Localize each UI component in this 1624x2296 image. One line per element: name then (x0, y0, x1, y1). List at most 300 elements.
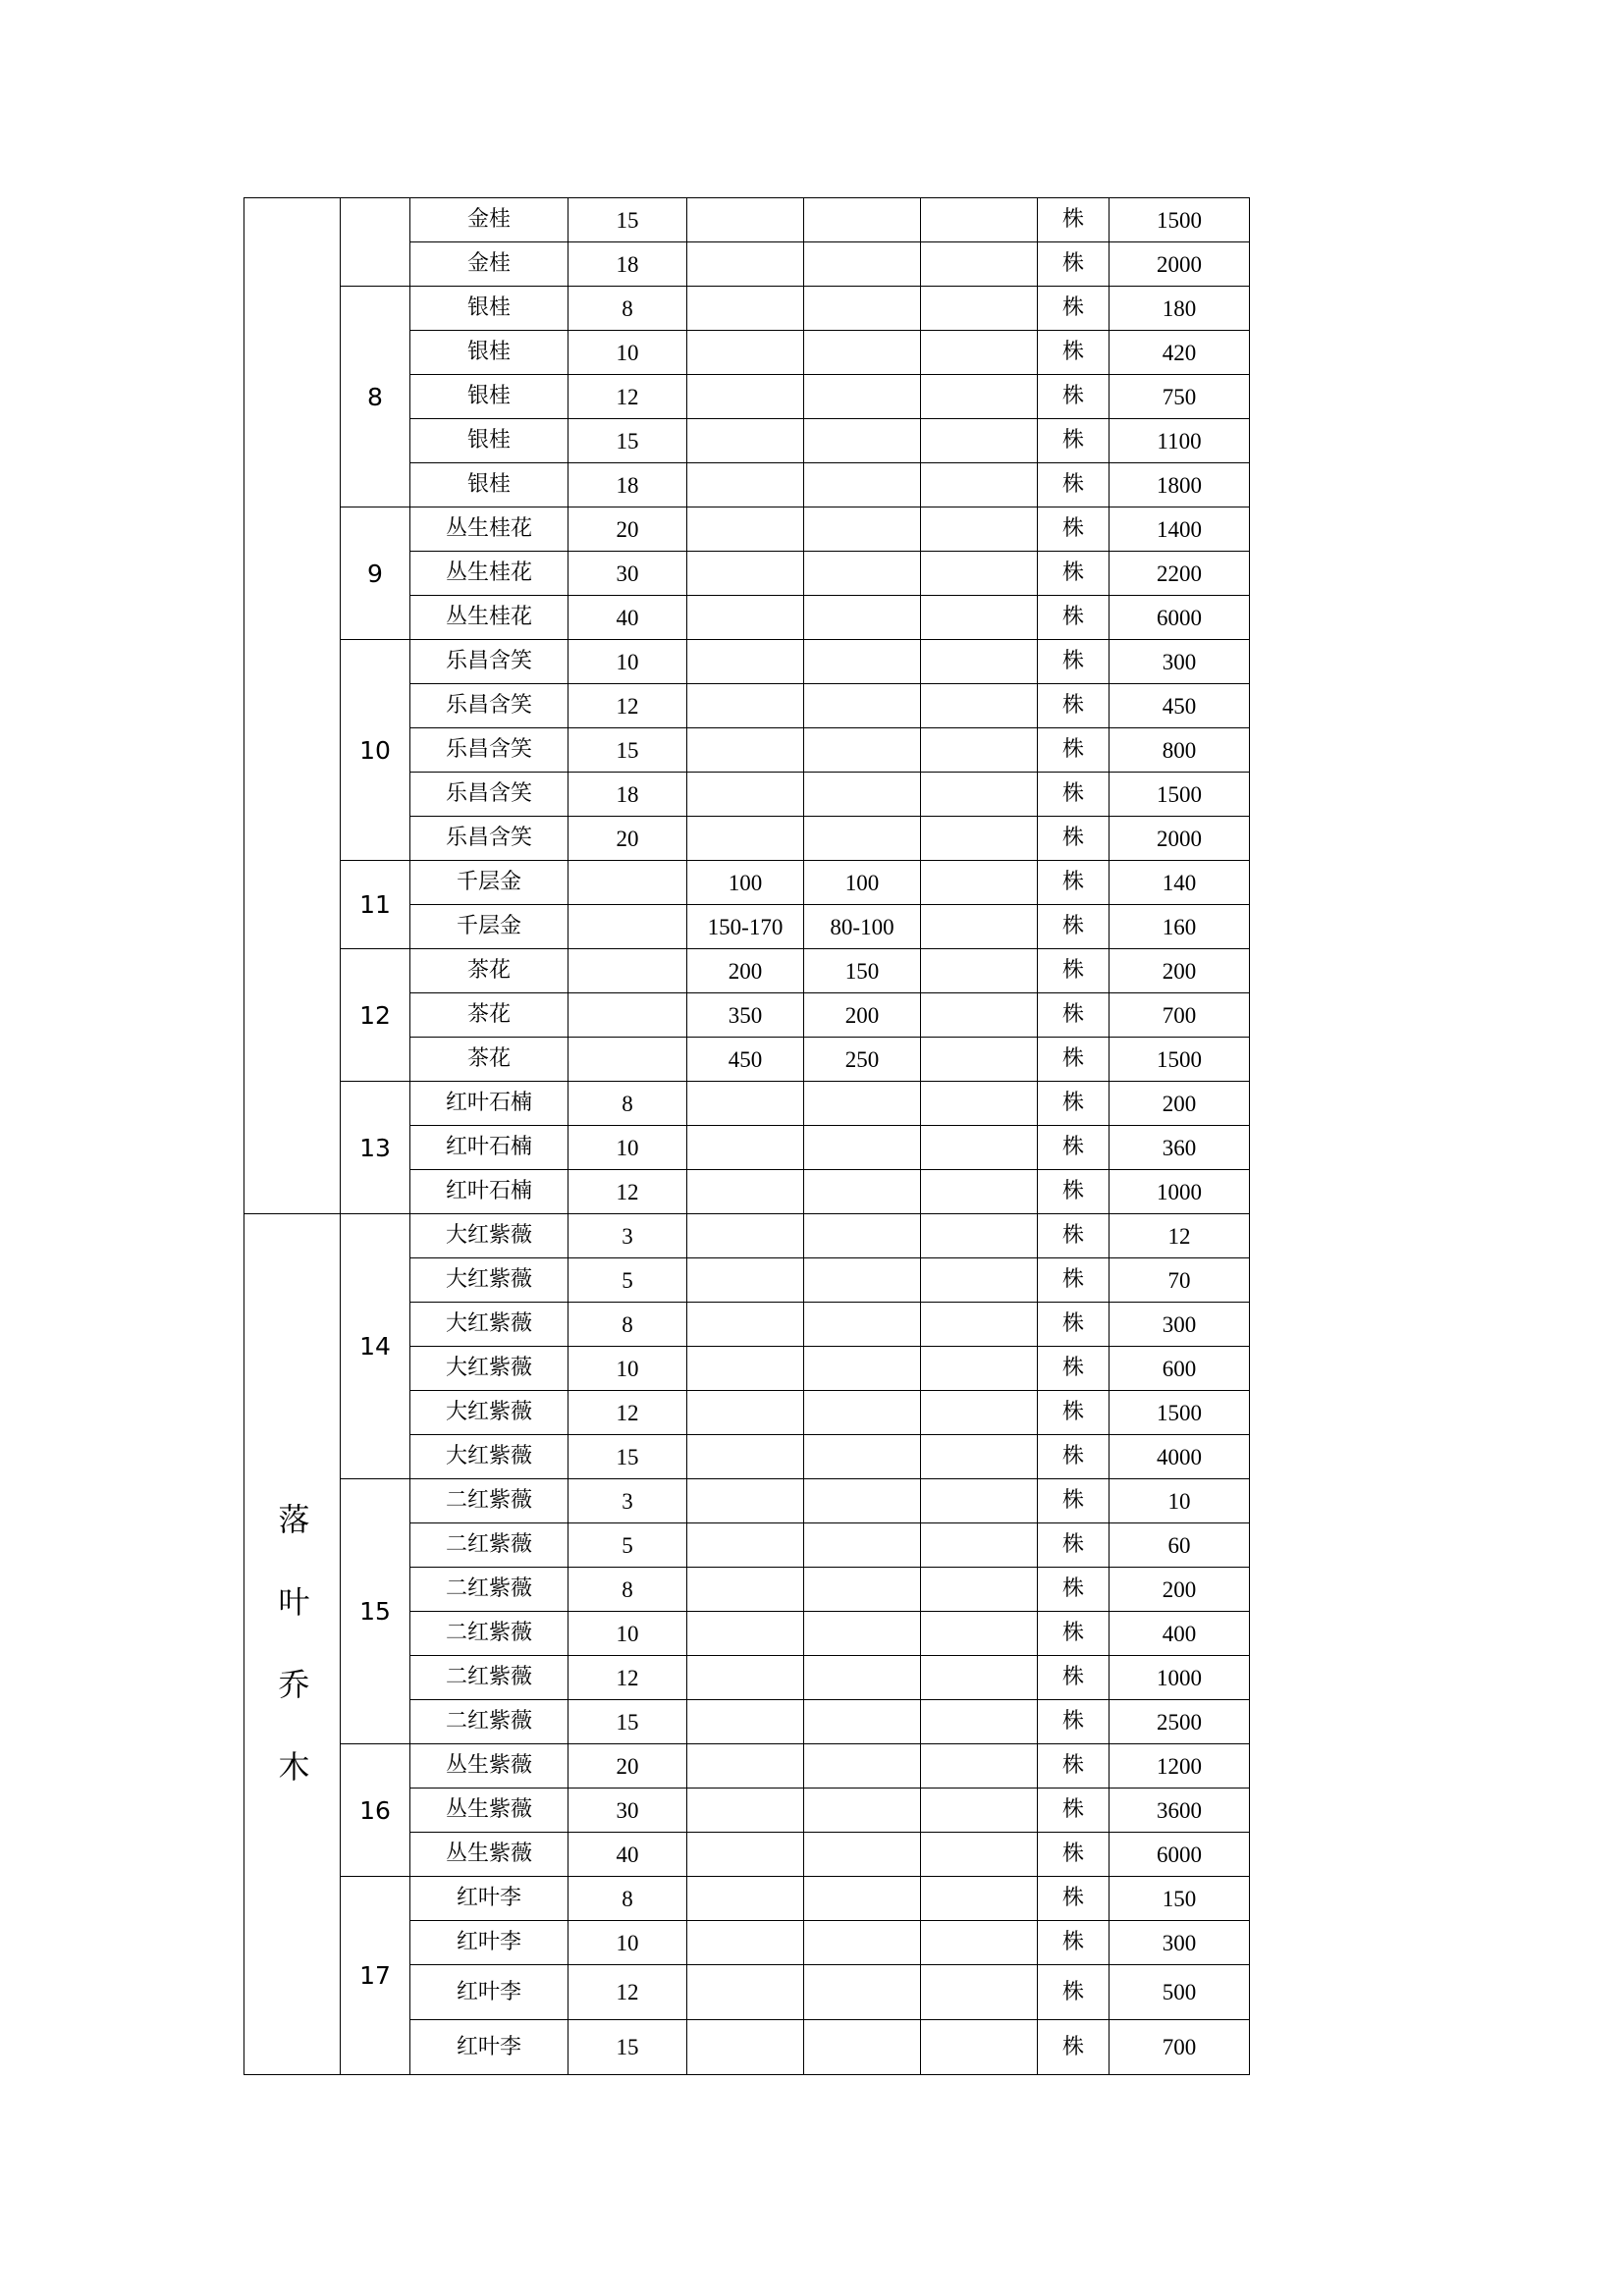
spec-cell: 18 (568, 242, 687, 287)
group-number-cell: 14 (341, 1214, 410, 1479)
crown-cell (804, 1877, 921, 1921)
plant-name-cell: 红叶李 (410, 1965, 568, 2020)
extra-cell (921, 1789, 1038, 1833)
plant-name-cell: 大红紫薇 (410, 1258, 568, 1303)
extra-cell (921, 1170, 1038, 1214)
crown-cell (804, 419, 921, 463)
unit-cell: 株 (1038, 419, 1110, 463)
spec-cell: 8 (568, 1568, 687, 1612)
height-cell (687, 198, 804, 242)
extra-cell (921, 993, 1038, 1038)
crown-cell (804, 1435, 921, 1479)
extra-cell (921, 1214, 1038, 1258)
unit-cell: 株 (1038, 331, 1110, 375)
price-cell: 1200 (1110, 1744, 1250, 1789)
extra-cell (921, 1347, 1038, 1391)
plant-name-cell: 二红紫薇 (410, 1523, 568, 1568)
height-cell (687, 1833, 804, 1877)
spec-cell: 12 (568, 375, 687, 419)
crown-cell (804, 198, 921, 242)
unit-cell: 株 (1038, 861, 1110, 905)
plant-name-cell: 大红紫薇 (410, 1435, 568, 1479)
spec-cell: 10 (568, 640, 687, 684)
crown-cell (804, 375, 921, 419)
spec-cell (568, 905, 687, 949)
price-cell: 750 (1110, 375, 1250, 419)
height-cell (687, 1700, 804, 1744)
price-cell: 1000 (1110, 1656, 1250, 1700)
height-cell (687, 419, 804, 463)
price-cell: 12 (1110, 1214, 1250, 1258)
plant-name-cell: 大红紫薇 (410, 1347, 568, 1391)
crown-cell (804, 1170, 921, 1214)
price-cell: 700 (1110, 2020, 1250, 2075)
extra-cell (921, 1965, 1038, 2020)
plant-name-cell: 二红紫薇 (410, 1700, 568, 1744)
crown-cell (804, 1789, 921, 1833)
price-cell: 60 (1110, 1523, 1250, 1568)
unit-cell: 株 (1038, 1303, 1110, 1347)
extra-cell (921, 1744, 1038, 1789)
crown-cell (804, 773, 921, 817)
extra-cell (921, 2020, 1038, 2075)
plant-name-cell: 金桂 (410, 198, 568, 242)
spec-cell (568, 1038, 687, 1082)
spec-cell: 40 (568, 1833, 687, 1877)
crown-cell (804, 1700, 921, 1744)
height-cell (687, 1568, 804, 1612)
extra-cell (921, 1126, 1038, 1170)
unit-cell: 株 (1038, 1391, 1110, 1435)
unit-cell: 株 (1038, 1612, 1110, 1656)
height-cell (687, 1126, 804, 1170)
crown-cell (804, 507, 921, 552)
spec-cell: 40 (568, 596, 687, 640)
plant-name-cell: 大红紫薇 (410, 1303, 568, 1347)
spec-cell: 20 (568, 817, 687, 861)
price-table (244, 197, 1250, 2075)
plant-name-cell: 红叶石楠 (410, 1082, 568, 1126)
table-row (244, 1877, 1250, 1921)
crown-cell (804, 1568, 921, 1612)
price-cell: 200 (1110, 949, 1250, 993)
extra-cell (921, 817, 1038, 861)
extra-cell (921, 1258, 1038, 1303)
plant-name-cell: 丛生紫薇 (410, 1744, 568, 1789)
spec-cell: 10 (568, 1921, 687, 1965)
extra-cell (921, 375, 1038, 419)
extra-cell (921, 1303, 1038, 1347)
table-row (244, 287, 1250, 331)
price-cell: 160 (1110, 905, 1250, 949)
extra-cell (921, 1435, 1038, 1479)
crown-cell (804, 2020, 921, 2075)
height-cell (687, 1656, 804, 1700)
plant-name-cell: 乐昌含笑 (410, 773, 568, 817)
table-row (244, 1214, 1250, 1258)
spec-cell: 15 (568, 1435, 687, 1479)
spec-cell: 15 (568, 2020, 687, 2075)
spec-cell: 20 (568, 1744, 687, 1789)
unit-cell: 株 (1038, 463, 1110, 507)
height-cell (687, 1612, 804, 1656)
height-cell (687, 1523, 804, 1568)
height-cell (687, 242, 804, 287)
price-cell: 1800 (1110, 463, 1250, 507)
crown-cell (804, 1303, 921, 1347)
price-cell: 1000 (1110, 1170, 1250, 1214)
unit-cell: 株 (1038, 1877, 1110, 1921)
extra-cell (921, 1700, 1038, 1744)
price-cell: 10 (1110, 1479, 1250, 1523)
plant-name-cell: 丛生桂花 (410, 596, 568, 640)
extra-cell (921, 684, 1038, 728)
spec-cell: 3 (568, 1479, 687, 1523)
spec-cell: 20 (568, 507, 687, 552)
unit-cell: 株 (1038, 1523, 1110, 1568)
extra-cell (921, 287, 1038, 331)
price-cell: 600 (1110, 1347, 1250, 1391)
extra-cell (921, 463, 1038, 507)
price-cell: 70 (1110, 1258, 1250, 1303)
plant-name-cell: 银桂 (410, 463, 568, 507)
spec-cell: 15 (568, 728, 687, 773)
plant-name-cell: 二红紫薇 (410, 1612, 568, 1656)
extra-cell (921, 507, 1038, 552)
height-cell: 350 (687, 993, 804, 1038)
height-cell: 100 (687, 861, 804, 905)
group-number-cell (341, 198, 410, 287)
price-cell: 150 (1110, 1877, 1250, 1921)
unit-cell: 株 (1038, 1921, 1110, 1965)
unit-cell: 株 (1038, 198, 1110, 242)
spec-cell: 30 (568, 1789, 687, 1833)
spec-cell: 12 (568, 1170, 687, 1214)
plant-name-cell: 丛生紫薇 (410, 1789, 568, 1833)
spec-cell (568, 993, 687, 1038)
height-cell (687, 1258, 804, 1303)
unit-cell: 株 (1038, 1082, 1110, 1126)
height-cell (687, 2020, 804, 2075)
crown-cell: 80-100 (804, 905, 921, 949)
plant-name-cell: 二红紫薇 (410, 1568, 568, 1612)
height-cell (687, 287, 804, 331)
height-cell (687, 1435, 804, 1479)
price-cell: 700 (1110, 993, 1250, 1038)
price-cell: 2500 (1110, 1700, 1250, 1744)
plant-name-cell: 乐昌含笑 (410, 640, 568, 684)
extra-cell (921, 1479, 1038, 1523)
extra-cell (921, 552, 1038, 596)
height-cell (687, 1082, 804, 1126)
crown-cell: 200 (804, 993, 921, 1038)
height-cell (687, 507, 804, 552)
unit-cell: 株 (1038, 905, 1110, 949)
crown-cell: 100 (804, 861, 921, 905)
extra-cell (921, 1082, 1038, 1126)
spec-cell: 8 (568, 1303, 687, 1347)
plant-name-cell: 银桂 (410, 331, 568, 375)
plant-name-cell: 千层金 (410, 861, 568, 905)
price-cell: 180 (1110, 287, 1250, 331)
unit-cell: 株 (1038, 375, 1110, 419)
unit-cell: 株 (1038, 1656, 1110, 1700)
plant-name-cell: 乐昌含笑 (410, 728, 568, 773)
height-cell (687, 463, 804, 507)
plant-name-cell: 乐昌含笑 (410, 684, 568, 728)
price-cell: 1500 (1110, 198, 1250, 242)
height-cell (687, 728, 804, 773)
crown-cell (804, 552, 921, 596)
unit-cell: 株 (1038, 552, 1110, 596)
unit-cell: 株 (1038, 1170, 1110, 1214)
spec-cell: 10 (568, 1612, 687, 1656)
group-number-cell: 8 (341, 287, 410, 507)
group-number-cell: 9 (341, 507, 410, 640)
table-body (244, 198, 1250, 2075)
crown-cell (804, 1347, 921, 1391)
crown-cell (804, 242, 921, 287)
extra-cell (921, 331, 1038, 375)
group-number-cell: 13 (341, 1082, 410, 1214)
crown-cell (804, 1082, 921, 1126)
plant-name-cell: 茶花 (410, 993, 568, 1038)
unit-cell: 株 (1038, 287, 1110, 331)
unit-cell: 株 (1038, 1214, 1110, 1258)
height-cell (687, 773, 804, 817)
table-row (244, 1744, 1250, 1789)
unit-cell: 株 (1038, 242, 1110, 287)
price-cell: 420 (1110, 331, 1250, 375)
extra-cell (921, 242, 1038, 287)
extra-cell (921, 1877, 1038, 1921)
plant-name-cell: 大红紫薇 (410, 1391, 568, 1435)
unit-cell: 株 (1038, 817, 1110, 861)
price-cell: 3600 (1110, 1789, 1250, 1833)
unit-cell: 株 (1038, 640, 1110, 684)
plant-name-cell: 茶花 (410, 949, 568, 993)
spec-cell: 30 (568, 552, 687, 596)
price-cell: 200 (1110, 1082, 1250, 1126)
crown-cell: 150 (804, 949, 921, 993)
crown-cell (804, 1833, 921, 1877)
unit-cell: 株 (1038, 1965, 1110, 2020)
spec-cell: 12 (568, 684, 687, 728)
unit-cell: 株 (1038, 1568, 1110, 1612)
table-row (244, 507, 1250, 552)
height-cell (687, 375, 804, 419)
spec-cell (568, 949, 687, 993)
spec-cell: 15 (568, 198, 687, 242)
extra-cell (921, 419, 1038, 463)
crown-cell (804, 1479, 921, 1523)
category-cell-evergreen (244, 198, 341, 1214)
unit-cell: 株 (1038, 1126, 1110, 1170)
height-cell: 150-170 (687, 905, 804, 949)
spec-cell: 5 (568, 1258, 687, 1303)
height-cell (687, 1744, 804, 1789)
price-cell: 300 (1110, 640, 1250, 684)
plant-name-cell: 乐昌含笑 (410, 817, 568, 861)
price-cell: 450 (1110, 684, 1250, 728)
unit-cell: 株 (1038, 1347, 1110, 1391)
height-cell: 450 (687, 1038, 804, 1082)
price-cell: 2000 (1110, 817, 1250, 861)
crown-cell (804, 1921, 921, 1965)
table-row (244, 198, 1250, 242)
group-number-cell: 12 (341, 949, 410, 1082)
table-row (244, 861, 1250, 905)
crown-cell (804, 640, 921, 684)
crown-cell (804, 1965, 921, 2020)
extra-cell (921, 596, 1038, 640)
crown-cell (804, 331, 921, 375)
unit-cell: 株 (1038, 1833, 1110, 1877)
crown-cell (804, 1612, 921, 1656)
price-cell: 1500 (1110, 773, 1250, 817)
price-cell: 200 (1110, 1568, 1250, 1612)
spec-cell: 10 (568, 331, 687, 375)
crown-cell (804, 1258, 921, 1303)
height-cell (687, 1921, 804, 1965)
price-cell: 4000 (1110, 1435, 1250, 1479)
extra-cell (921, 1391, 1038, 1435)
height-cell (687, 1347, 804, 1391)
plant-name-cell: 丛生桂花 (410, 507, 568, 552)
height-cell (687, 684, 804, 728)
price-cell: 300 (1110, 1921, 1250, 1965)
price-cell: 6000 (1110, 596, 1250, 640)
crown-cell (804, 728, 921, 773)
height-cell (687, 1877, 804, 1921)
spec-cell: 8 (568, 287, 687, 331)
extra-cell (921, 949, 1038, 993)
group-number-cell: 10 (341, 640, 410, 861)
spec-cell: 10 (568, 1126, 687, 1170)
unit-cell: 株 (1038, 507, 1110, 552)
extra-cell (921, 640, 1038, 684)
plant-name-cell: 金桂 (410, 242, 568, 287)
height-cell (687, 640, 804, 684)
group-number-cell: 15 (341, 1479, 410, 1744)
unit-cell: 株 (1038, 684, 1110, 728)
unit-cell: 株 (1038, 773, 1110, 817)
height-cell (687, 1303, 804, 1347)
plant-name-cell: 红叶李 (410, 1921, 568, 1965)
plant-name-cell: 丛生桂花 (410, 552, 568, 596)
unit-cell: 株 (1038, 1789, 1110, 1833)
group-number-cell: 17 (341, 1877, 410, 2075)
height-cell: 200 (687, 949, 804, 993)
height-cell (687, 596, 804, 640)
crown-cell (804, 1391, 921, 1435)
crown-cell (804, 596, 921, 640)
price-cell: 500 (1110, 1965, 1250, 2020)
price-cell: 300 (1110, 1303, 1250, 1347)
extra-cell (921, 861, 1038, 905)
price-cell: 360 (1110, 1126, 1250, 1170)
spec-cell: 18 (568, 463, 687, 507)
unit-cell: 株 (1038, 596, 1110, 640)
spec-cell: 12 (568, 1965, 687, 2020)
crown-cell (804, 1656, 921, 1700)
crown-cell (804, 1126, 921, 1170)
plant-name-cell: 银桂 (410, 287, 568, 331)
category-cell-deciduous (244, 1214, 341, 2075)
spec-cell (568, 861, 687, 905)
spec-cell: 3 (568, 1214, 687, 1258)
plant-name-cell: 红叶李 (410, 1877, 568, 1921)
price-cell: 2200 (1110, 552, 1250, 596)
spec-cell: 15 (568, 419, 687, 463)
plant-name-cell: 茶花 (410, 1038, 568, 1082)
extra-cell (921, 198, 1038, 242)
extra-cell (921, 773, 1038, 817)
extra-cell (921, 728, 1038, 773)
unit-cell: 株 (1038, 949, 1110, 993)
price-cell: 1500 (1110, 1038, 1250, 1082)
price-cell: 1400 (1110, 507, 1250, 552)
crown-cell (804, 1523, 921, 1568)
extra-cell (921, 1833, 1038, 1877)
plant-name-cell: 大红紫薇 (410, 1214, 568, 1258)
spec-cell: 15 (568, 1700, 687, 1744)
plant-name-cell: 银桂 (410, 375, 568, 419)
height-cell (687, 552, 804, 596)
height-cell (687, 1479, 804, 1523)
plant-name-cell: 红叶石楠 (410, 1126, 568, 1170)
spec-cell: 18 (568, 773, 687, 817)
crown-cell (804, 1214, 921, 1258)
plant-name-cell: 红叶李 (410, 2020, 568, 2075)
crown-cell (804, 817, 921, 861)
crown-cell: 250 (804, 1038, 921, 1082)
crown-cell (804, 287, 921, 331)
height-cell (687, 1391, 804, 1435)
group-number-cell: 16 (341, 1744, 410, 1877)
unit-cell: 株 (1038, 993, 1110, 1038)
unit-cell: 株 (1038, 1435, 1110, 1479)
plant-name-cell: 二红紫薇 (410, 1656, 568, 1700)
extra-cell (921, 1568, 1038, 1612)
extra-cell (921, 1523, 1038, 1568)
spec-cell: 8 (568, 1082, 687, 1126)
spec-cell: 12 (568, 1391, 687, 1435)
plant-name-cell: 红叶石楠 (410, 1170, 568, 1214)
price-cell: 800 (1110, 728, 1250, 773)
spec-cell: 8 (568, 1877, 687, 1921)
crown-cell (804, 463, 921, 507)
table-row (244, 949, 1250, 993)
category-label-deciduous: 落叶乔木 (273, 1502, 311, 1833)
unit-cell: 株 (1038, 1038, 1110, 1082)
unit-cell: 株 (1038, 1700, 1110, 1744)
price-cell: 1100 (1110, 419, 1250, 463)
price-cell: 140 (1110, 861, 1250, 905)
table-row (244, 640, 1250, 684)
spec-cell: 10 (568, 1347, 687, 1391)
height-cell (687, 1214, 804, 1258)
crown-cell (804, 684, 921, 728)
height-cell (687, 331, 804, 375)
height-cell (687, 1170, 804, 1214)
spec-cell: 5 (568, 1523, 687, 1568)
price-cell: 400 (1110, 1612, 1250, 1656)
extra-cell (921, 1612, 1038, 1656)
plant-name-cell: 丛生紫薇 (410, 1833, 568, 1877)
unit-cell: 株 (1038, 2020, 1110, 2075)
crown-cell (804, 1744, 921, 1789)
